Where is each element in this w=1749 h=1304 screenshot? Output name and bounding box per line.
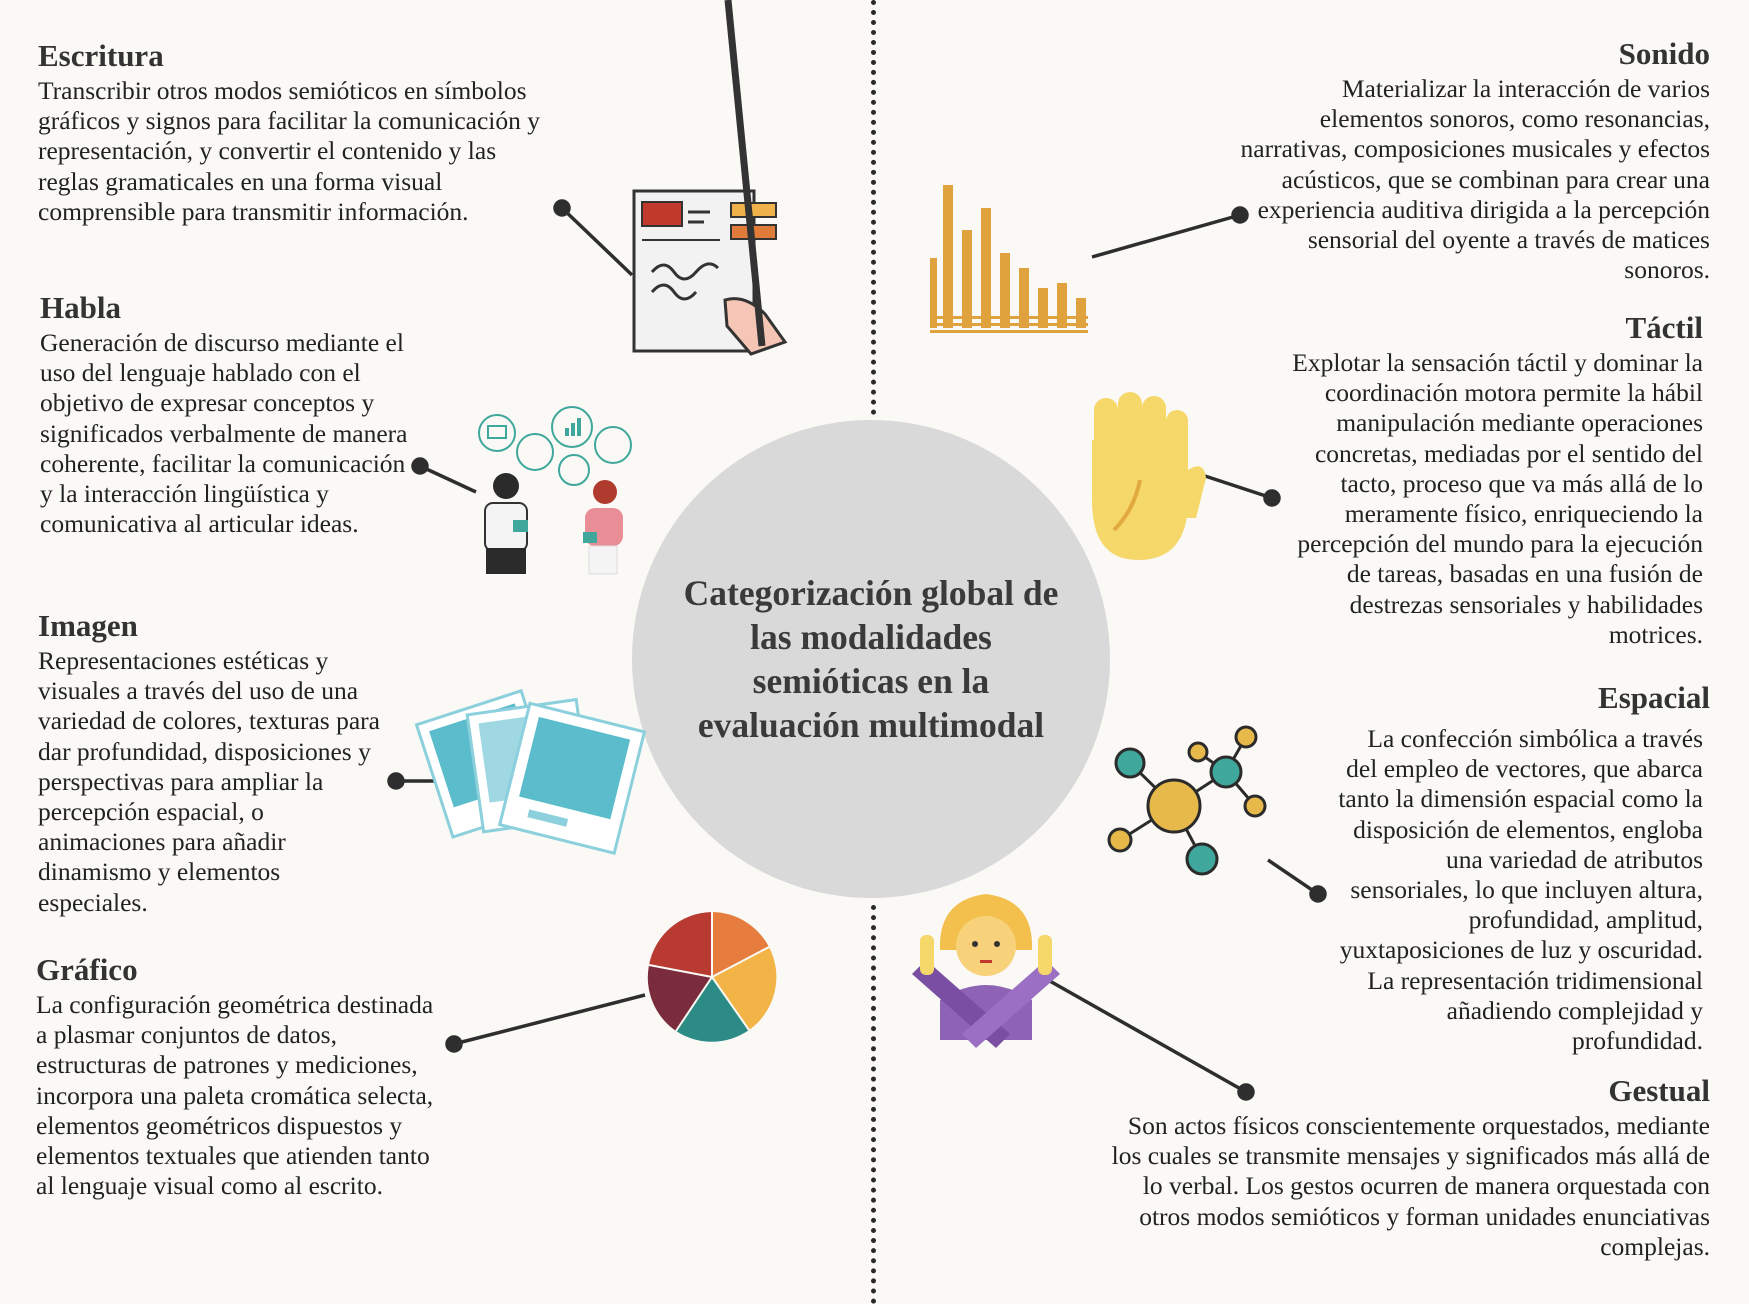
gestual-connector-dot bbox=[1239, 1085, 1253, 1099]
equalizer-icon bbox=[930, 185, 1088, 333]
espacial-connector bbox=[1268, 860, 1318, 894]
writing-document-icon bbox=[634, 0, 785, 354]
habla-connector-dot bbox=[413, 459, 427, 473]
pie-chart-icon bbox=[648, 912, 777, 1042]
grafico-connector bbox=[454, 995, 645, 1044]
sonido-text: Materializar la interacción de varios elementos sonoros, como resonancias, narrativas, composiciones musicales y efectos acústicos, que se combinan para crear una experiencia auditiva dirigida a la percepción sensorial del oyente a través de matices sonoros. bbox=[1240, 74, 1710, 285]
raised-hand-icon bbox=[1092, 392, 1206, 560]
habla-title: Habla bbox=[40, 290, 121, 325]
espacial-connector-dot bbox=[1311, 887, 1325, 901]
escritura-connector-dot bbox=[555, 201, 569, 215]
escritura-title: Escritura bbox=[38, 38, 164, 73]
imagen-title: Imagen bbox=[38, 608, 138, 643]
gestual-text: Son actos físicos conscientemente orquestados, mediante los cuales se transmite mensajes y significados más allá de lo verbal. Los gestos ocurren de manera orquestada con otros modos semióticos y forman unidades enunciativas complejas. bbox=[1111, 1111, 1710, 1261]
molecule-icon bbox=[1109, 727, 1265, 874]
sonido-connector-dot bbox=[1233, 208, 1247, 222]
tactil-connector bbox=[1205, 476, 1272, 498]
imagen-text: Representaciones estéticas y visuales a través del uso de una variedad de colores, texturas para dar profundidad, disposiciones y perspectivas para ampliar la percepción espacial, o animaciones para añadir dinamismo y elementos especiales. bbox=[38, 646, 380, 917]
grafico-title: Gráfico bbox=[36, 952, 138, 987]
grafico-text: La configuración geométrica destinada a plasmar conjuntos de datos, estructuras de patrones y mediciones, incorpora una paleta cromática selecta, elementos geométricos dispuestos y elementos textuales que atienden tanto al lenguaje visual como al escrito. bbox=[36, 990, 434, 1201]
habla-text: Generación de discurso mediante el uso del lenguaje hablado con el objetivo de expresar conceptos y significados verbalmente de manera coherente, facilitar la comunicación y la interacción lingüística y comunicativa al articular ideas. bbox=[40, 328, 408, 539]
grafico-connector-dot bbox=[447, 1037, 461, 1051]
imagen-connector-dot bbox=[389, 774, 403, 788]
escritura-text: Transcribir otros modos semióticos en símbolos gráficos y signos para facilitar la comunicación y representación, y convertir el contenido y las reglas gramaticales en una forma visual comprensible para transmitir información. bbox=[38, 76, 541, 226]
gestual-title: Gestual bbox=[1608, 1073, 1710, 1108]
tactil-text: Explotar la sensación táctil y dominar la coordinación motora permite la hábil manipulación mediante operaciones concretas, mediadas por el sentido del tacto, proceso que va más allá de lo meramente físico, enriqueciendo la percepción del mundo para la ejecución de tareas, basadas en una fusión de destrezas sensoriales y habilidades motrices. bbox=[1292, 348, 1703, 649]
escritura-connector bbox=[562, 208, 632, 275]
sonido-title: Sonido bbox=[1618, 36, 1710, 71]
photos-icon bbox=[417, 691, 645, 853]
gestual-connector bbox=[1048, 980, 1246, 1092]
crossed-arms-gesture-icon bbox=[912, 894, 1060, 1048]
tactil-connector-dot bbox=[1265, 491, 1279, 505]
habla-connector bbox=[420, 466, 476, 492]
tactil-title: Táctil bbox=[1625, 310, 1703, 345]
people-talking-icon bbox=[479, 407, 631, 574]
center-title: Categorización global de las modalidades semióticas en la evaluación multimodal bbox=[683, 573, 1059, 745]
espacial-title: Espacial bbox=[1598, 680, 1710, 715]
espacial-text: La confección simbólica a través del empleo de vectores, que abarca tanto la dimensión espacial como la disposición de elementos, engloba una variedad de atributos sensoriales, lo que incluyen altura, profundidad, amplitud, yuxtaposiciones de luz y oscuridad. La representación tridimensional añadiendo complejidad y profundidad. bbox=[1338, 724, 1703, 1056]
sonido-connector bbox=[1092, 215, 1240, 257]
